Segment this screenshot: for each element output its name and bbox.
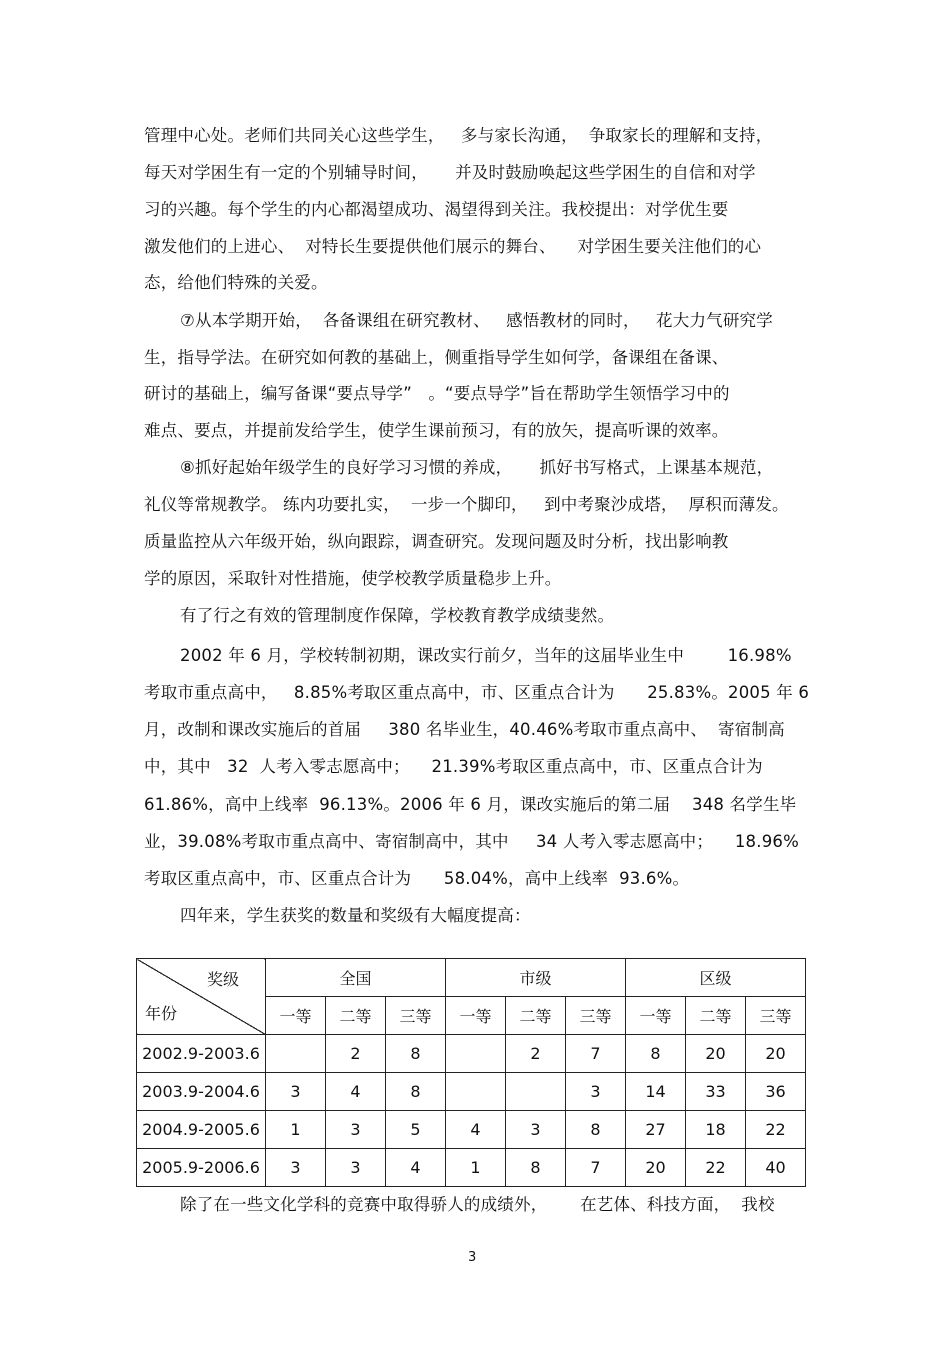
table-cell: 8 bbox=[506, 1149, 566, 1187]
table-cell: 14 bbox=[626, 1073, 686, 1111]
text-line: 学的原因，采取针对性措施，使学校教学质量稳步上升。 bbox=[144, 569, 562, 588]
table-cell: 33 bbox=[686, 1073, 746, 1111]
table-cell: 3 bbox=[266, 1149, 326, 1187]
table-cell: 22 bbox=[686, 1149, 746, 1187]
table-cell bbox=[446, 1035, 506, 1073]
text-line: 考取区重点高中，市、区重点合计为 58.04%，高中上线率 93.6%。 bbox=[144, 869, 690, 888]
table-cell: 5 bbox=[386, 1111, 446, 1149]
table-row bbox=[137, 1035, 806, 1073]
grade-header: 二等 bbox=[506, 997, 566, 1035]
grade-header: 二等 bbox=[686, 997, 746, 1035]
table-cell: 22 bbox=[746, 1111, 806, 1149]
table-cell bbox=[506, 1073, 566, 1111]
table-cell: 3 bbox=[506, 1111, 566, 1149]
table-row bbox=[137, 1111, 806, 1149]
text-line: 有了行之有效的管理制度作保障，学校教育教学成绩斐然。 bbox=[180, 606, 615, 625]
table-cell: 8 bbox=[386, 1035, 446, 1073]
text-line: 四年来，学生获奖的数量和奖级有大幅度提高： bbox=[180, 906, 531, 925]
table-cell: 4 bbox=[326, 1073, 386, 1111]
table-cell: 20 bbox=[686, 1035, 746, 1073]
table-cell: 3 bbox=[326, 1111, 386, 1149]
table-cell: 20 bbox=[626, 1149, 686, 1187]
table-cell: 3 bbox=[326, 1149, 386, 1187]
text-line: 月，改制和课改实施后的首届 380 名毕业生，40.46%考取市重点高中、 寄宿制高 bbox=[144, 720, 785, 739]
text-line: 业，39.08%考取市重点高中、寄宿制高中，其中 34 人考入零志愿高中； 18.96% bbox=[144, 832, 799, 851]
table-cell: 4 bbox=[446, 1111, 506, 1149]
group-header: 全国 bbox=[266, 959, 446, 997]
grade-header: 三等 bbox=[566, 997, 626, 1035]
text-line: 考取市重点高中， 8.85%考取区重点高中，市、区重点合计为 25.83%。2005 年 6 bbox=[144, 683, 810, 702]
awards-table bbox=[136, 958, 806, 1187]
table-row bbox=[137, 1149, 806, 1187]
text-line: 质量监控从六年级开始，纵向跟踪，调查研究。发现问题及时分析，找出影响教 bbox=[144, 532, 729, 551]
table-cell: 7 bbox=[566, 1149, 626, 1187]
text-line: 2002 年 6 月，学校转制初期，课改实行前夕，当年的这届毕业生中 16.98% bbox=[180, 646, 792, 665]
grade-header: 一等 bbox=[446, 997, 506, 1035]
table-cell: 27 bbox=[626, 1111, 686, 1149]
table-cell: 36 bbox=[746, 1073, 806, 1111]
text-line: 生，指导学法。在研究如何教的基础上，侧重指导学生如何学，备课组在备课、 bbox=[144, 348, 729, 367]
text-line: 管理中心处。老师们共同关心这些学生， 多与家长沟通， 争取家长的理解和支持， bbox=[144, 126, 773, 145]
text-line: 每天对学困生有一定的个别辅导时间， 并及时鼓励唤起这些学困生的自信和对学 bbox=[144, 163, 756, 182]
year-cell: 2005.9-2006.6 bbox=[137, 1149, 266, 1187]
group-header: 区级 bbox=[626, 959, 806, 997]
text-line: 研讨的基础上，编写备课“要点导学” 。“要点导学”旨在帮助学生领悟学习中的 bbox=[144, 384, 730, 403]
table-corner-cell bbox=[137, 959, 266, 1035]
text-line: 除了在一些文化学科的竞赛中取得骄人的成绩外， 在艺体、科技方面， 我校 bbox=[180, 1195, 775, 1214]
grade-header: 三等 bbox=[746, 997, 806, 1035]
corner-label-award-level: 奖级 bbox=[206, 970, 239, 989]
text-line: 难点、要点，并提前发给学生，使学生课前预习，有的放矢，提高听课的效率。 bbox=[144, 421, 729, 440]
text-line: 习的兴趣。每个学生的内心都渴望成功、渴望得到关注。我校提出：对学优生要 bbox=[144, 200, 729, 219]
year-cell: 2004.9-2005.6 bbox=[137, 1111, 266, 1149]
table-cell: 1 bbox=[266, 1111, 326, 1149]
group-header: 市级 bbox=[446, 959, 626, 997]
text-line: ⑧抓好起始年级学生的良好学习习惯的养成， 抓好书写格式，上课基本规范， bbox=[180, 458, 774, 477]
grade-header: 二等 bbox=[326, 997, 386, 1035]
table-cell: 7 bbox=[566, 1035, 626, 1073]
text-line: 礼仪等常规教学。 练内功要扎实， 一步一个脚印， 到中考聚沙成塔， 厚积而薄发。 bbox=[144, 495, 789, 514]
table-cell: 8 bbox=[386, 1073, 446, 1111]
grade-header: 一等 bbox=[626, 997, 686, 1035]
grade-header: 一等 bbox=[266, 997, 326, 1035]
page-number: 3 bbox=[468, 1250, 477, 1265]
table-cell: 2 bbox=[326, 1035, 386, 1073]
table-cell: 8 bbox=[566, 1111, 626, 1149]
table-cell: 20 bbox=[746, 1035, 806, 1073]
text-line: 61.86%，高中上线率 96.13%。2006 年 6 月，课改实施后的第二届 348 名学生毕 bbox=[144, 795, 797, 814]
table-cell: 3 bbox=[566, 1073, 626, 1111]
table-row bbox=[137, 1073, 806, 1111]
table-cell: 8 bbox=[626, 1035, 686, 1073]
table-cell bbox=[446, 1073, 506, 1111]
text-line: 态，给他们特殊的关爱。 bbox=[144, 273, 328, 292]
grade-header: 三等 bbox=[386, 997, 446, 1035]
corner-label-year: 年份 bbox=[145, 1004, 178, 1023]
table-cell: 1 bbox=[446, 1149, 506, 1187]
text-line: 中，其中 32 人考入零志愿高中； 21.39%考取区重点高中，市、区重点合计为 bbox=[144, 757, 763, 776]
table-cell: 2 bbox=[506, 1035, 566, 1073]
year-cell: 2003.9-2004.6 bbox=[137, 1073, 266, 1111]
table-cell: 4 bbox=[386, 1149, 446, 1187]
text-line: ⑦从本学期开始， 各备课组在研究教材、 感悟教材的同时， 花大力气研究学 bbox=[180, 311, 773, 330]
year-cell: 2002.9-2003.6 bbox=[137, 1035, 266, 1073]
table-cell: 3 bbox=[266, 1073, 326, 1111]
text-line: 激发他们的上进心、 对特长生要提供他们展示的舞台、 对学困生要关注他们的心 bbox=[144, 237, 762, 256]
table-cell: 40 bbox=[746, 1149, 806, 1187]
table-cell: 18 bbox=[686, 1111, 746, 1149]
table-cell bbox=[266, 1035, 326, 1073]
